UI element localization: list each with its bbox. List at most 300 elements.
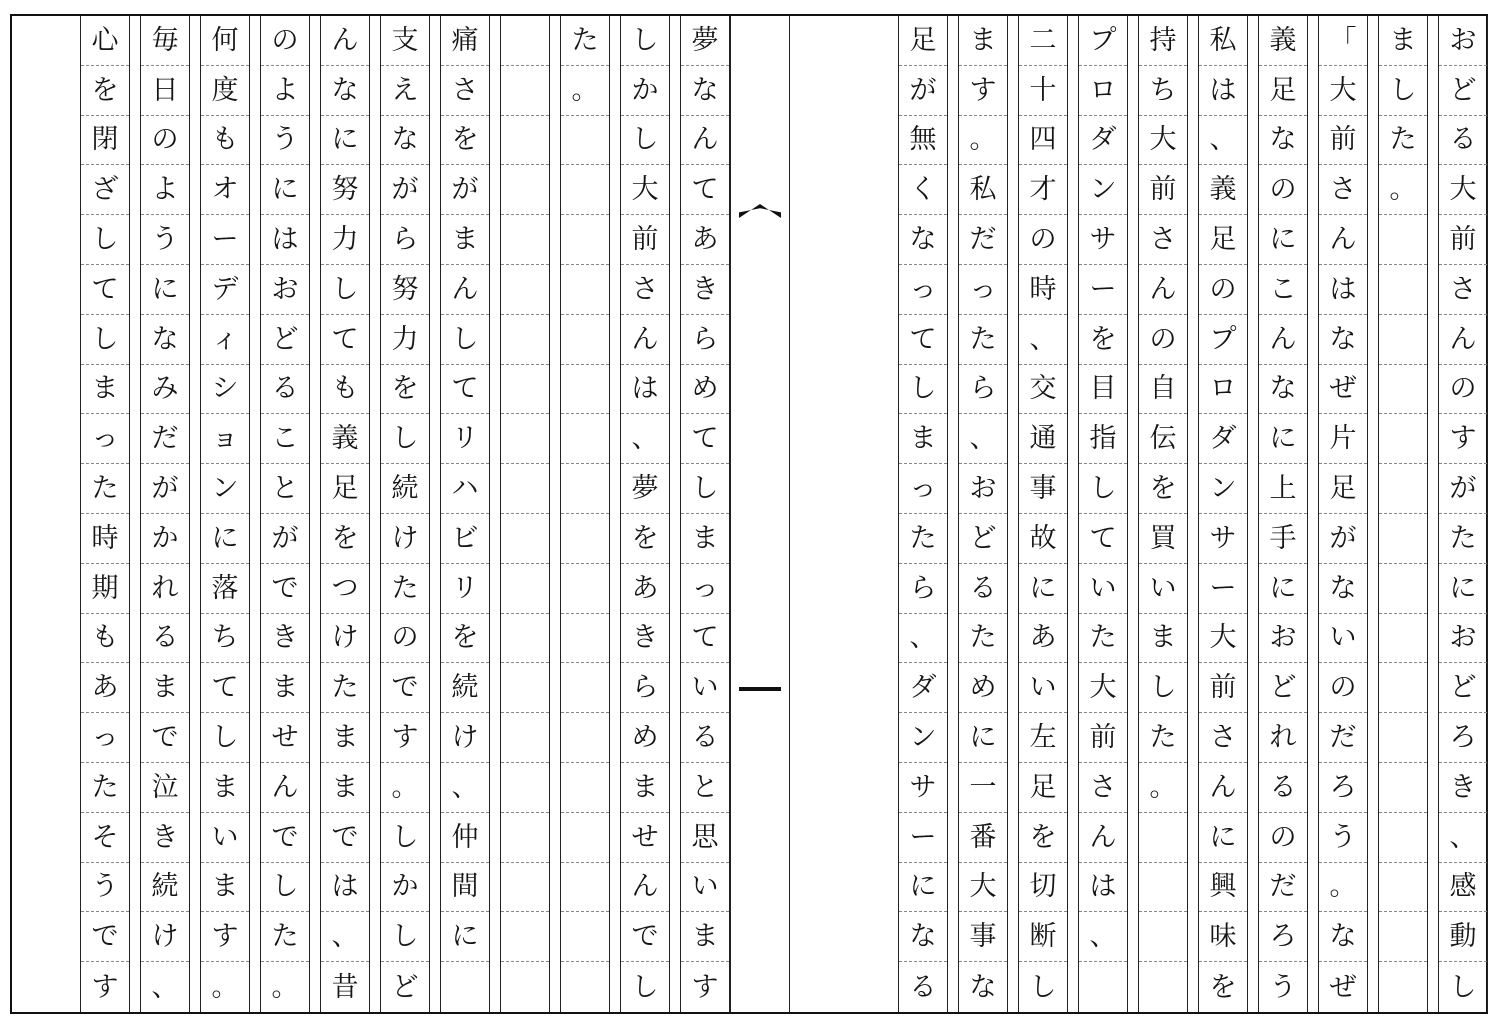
character-square: 足 [1319, 464, 1367, 514]
character-square: 動 [1439, 912, 1487, 962]
character-square [1379, 365, 1427, 415]
character-square: て [681, 165, 729, 215]
character-square [561, 912, 609, 962]
character-square: の [141, 116, 189, 166]
character-square: ョ [201, 414, 249, 464]
character-square: る [959, 564, 1007, 614]
character-square: 前 [1439, 215, 1487, 265]
character-square: た [321, 663, 369, 713]
manuscript-column [200, 16, 250, 1012]
character-square: し [1079, 464, 1127, 514]
character-square: た [1139, 713, 1187, 763]
character-square: ビ [441, 514, 489, 564]
character-square: オ [201, 165, 249, 215]
character-square: し [201, 713, 249, 763]
character-square: 大 [1079, 663, 1127, 713]
character-square: ま [681, 912, 729, 962]
character-square: し [621, 116, 669, 166]
character-square: お [1439, 614, 1487, 664]
character-square: す [1439, 414, 1487, 464]
character-square [501, 365, 549, 415]
character-square: ロ [1079, 66, 1127, 116]
character-square: き [681, 265, 729, 315]
character-square: の [1019, 215, 1067, 265]
character-square: ん [681, 116, 729, 166]
character-square: 義 [321, 414, 369, 464]
character-square: 努 [321, 165, 369, 215]
character-square: 片 [1319, 414, 1367, 464]
character-square [501, 116, 549, 166]
character-square [501, 414, 549, 464]
manuscript-column [260, 16, 310, 1012]
character-square: め [621, 713, 669, 763]
manuscript-sheet [10, 14, 1488, 1014]
character-square: ど [1259, 663, 1307, 713]
character-square: 「 [1319, 16, 1367, 66]
character-square: で [261, 564, 309, 614]
character-square: ダ [1199, 414, 1247, 464]
character-square: を [441, 116, 489, 166]
character-square [501, 265, 549, 315]
character-square: さ [621, 265, 669, 315]
character-square: 足 [1199, 215, 1247, 265]
character-square: ン [899, 713, 947, 763]
character-square: て [681, 414, 729, 464]
character-square: お [261, 265, 309, 315]
manuscript-column [1018, 16, 1068, 1012]
character-square: る [1439, 116, 1487, 166]
character-square: お [959, 464, 1007, 514]
character-square: プ [1199, 315, 1247, 365]
character-square: 続 [441, 663, 489, 713]
fold-mark-icon [739, 204, 781, 218]
character-square: な [899, 912, 947, 962]
character-square [561, 713, 609, 763]
character-square [1379, 863, 1427, 913]
character-square: の [1139, 315, 1187, 365]
character-square: 前 [1079, 713, 1127, 763]
character-square [561, 165, 609, 215]
character-square: 、 [1079, 912, 1127, 962]
character-square [501, 514, 549, 564]
character-square: だ [959, 215, 1007, 265]
character-square: ら [381, 215, 429, 265]
character-square: 、 [1199, 116, 1247, 166]
character-square: め [959, 663, 1007, 713]
character-square [1379, 763, 1427, 813]
character-square: す [91, 971, 119, 1003]
manuscript-column [1258, 16, 1308, 1012]
character-square: い [1139, 564, 1187, 614]
character-square: は [1199, 66, 1247, 116]
character-square: と [261, 464, 309, 514]
character-square: な [1259, 365, 1307, 415]
character-square: め [681, 365, 729, 415]
character-square: の [1439, 365, 1487, 415]
character-square: ー [899, 813, 947, 863]
character-square: 故 [1019, 514, 1067, 564]
character-square: さ [1199, 713, 1247, 763]
character-square: っ [81, 713, 129, 763]
character-square: し [381, 414, 429, 464]
character-square: さ [1319, 165, 1367, 215]
character-square: 交 [1019, 365, 1067, 415]
character-square [501, 16, 549, 66]
character-square [1379, 912, 1427, 962]
manuscript-column [1378, 16, 1428, 1012]
character-square: 義 [1199, 165, 1247, 215]
character-square: な [141, 315, 189, 365]
character-square: っ [959, 265, 1007, 315]
character-square: 。 [211, 971, 239, 1003]
character-square: ざ [81, 165, 129, 215]
character-square: 足 [1259, 66, 1307, 116]
character-square [1379, 713, 1427, 763]
character-square: し [81, 315, 129, 365]
character-square [1379, 514, 1427, 564]
character-square: を [621, 514, 669, 564]
character-square: す [959, 66, 1007, 116]
character-square: あ [621, 564, 669, 614]
character-square: あ [81, 663, 129, 713]
character-square: で [321, 813, 369, 863]
character-square: た [1079, 614, 1127, 664]
character-square [561, 863, 609, 913]
character-square: が [441, 165, 489, 215]
character-square: て [899, 315, 947, 365]
character-square: し [381, 912, 429, 962]
character-square: 、 [1019, 315, 1067, 365]
character-square: に [1199, 813, 1247, 863]
character-square: か [141, 514, 189, 564]
character-square: な [899, 215, 947, 265]
character-square: ん [1199, 763, 1247, 813]
character-square: 時 [81, 514, 129, 564]
character-square: 続 [141, 863, 189, 913]
character-square: 閉 [81, 116, 129, 166]
character-square: 味 [1199, 912, 1247, 962]
character-square: 。 [1139, 763, 1187, 813]
character-square: ろ [1319, 763, 1367, 813]
character-square: ン [1199, 464, 1247, 514]
character-square: に [1259, 215, 1307, 265]
character-square: 大 [1199, 614, 1247, 664]
character-square: 何 [201, 16, 249, 66]
character-square: せ [261, 713, 309, 763]
character-square: 落 [201, 564, 249, 614]
character-square: て [1079, 514, 1127, 564]
character-square: ま [201, 863, 249, 913]
character-square: る [261, 365, 309, 415]
character-square: 指 [1079, 414, 1127, 464]
character-square: だ [1319, 713, 1367, 763]
character-square: 伝 [1139, 414, 1187, 464]
character-square: が [899, 66, 947, 116]
character-square: を [1019, 813, 1067, 863]
character-square: 、 [899, 614, 947, 664]
character-square: ー [1079, 265, 1127, 315]
character-square: 支 [381, 16, 429, 66]
character-square [501, 763, 549, 813]
character-square: 断 [1019, 912, 1067, 962]
character-square: 無 [899, 116, 947, 166]
character-square: ど [1439, 663, 1487, 713]
character-square: て [201, 663, 249, 713]
character-square: ン [201, 464, 249, 514]
character-square [501, 713, 549, 763]
character-square: 目 [1079, 365, 1127, 415]
character-square [501, 614, 549, 664]
character-square: か [621, 66, 669, 116]
character-square: プ [1079, 16, 1127, 66]
character-square: 。 [561, 66, 609, 116]
character-square: は [321, 863, 369, 913]
character-square: サ [1199, 514, 1247, 564]
character-square [1079, 962, 1127, 1012]
character-square: な [1319, 315, 1367, 365]
character-square [1379, 215, 1427, 265]
character-square: し [681, 464, 729, 514]
character-square: さ [1439, 265, 1487, 315]
character-square: は [261, 215, 309, 265]
character-square: し [1029, 971, 1057, 1003]
character-square: い [201, 813, 249, 863]
character-square: え [381, 66, 429, 116]
character-square [501, 863, 549, 913]
character-square: た [959, 315, 1007, 365]
center-gutter [730, 16, 790, 1012]
character-square [561, 464, 609, 514]
right-page [790, 16, 1488, 1012]
center-line-mark [739, 687, 781, 691]
character-square: に [201, 514, 249, 564]
character-square: シ [201, 365, 249, 415]
character-square: リ [441, 564, 489, 614]
character-square: も [201, 116, 249, 166]
character-square: 四 [1019, 116, 1067, 166]
character-square: ま [81, 365, 129, 415]
character-square: ん [621, 315, 669, 365]
character-square: 義 [1259, 16, 1307, 66]
character-square: た [899, 514, 947, 564]
character-square: で [141, 713, 189, 763]
character-square: 上 [1259, 464, 1307, 514]
character-square [561, 564, 609, 614]
character-square: お [1439, 16, 1487, 66]
character-square: の [381, 614, 429, 664]
character-square: ら [621, 663, 669, 713]
character-square [501, 215, 549, 265]
character-square: た [81, 464, 129, 514]
character-square: 度 [201, 66, 249, 116]
character-square [561, 514, 609, 564]
character-square: な [1319, 912, 1367, 962]
character-square [1379, 962, 1427, 1012]
character-square [561, 215, 609, 265]
character-square: だ [141, 414, 189, 464]
character-square: ま [201, 763, 249, 813]
character-square: 思 [681, 813, 729, 863]
character-square: 足 [1019, 763, 1067, 813]
character-square: は [621, 365, 669, 415]
character-square: に [1439, 564, 1487, 614]
character-square: け [441, 713, 489, 763]
character-square: 才 [1019, 165, 1067, 215]
character-square: 左 [1019, 713, 1067, 763]
character-square [1379, 464, 1427, 514]
character-square: ろ [1439, 713, 1487, 763]
character-square: で [261, 813, 309, 863]
manuscript-column [620, 16, 670, 1012]
character-square [561, 614, 609, 664]
character-square: 大 [1439, 165, 1487, 215]
character-square: せ [621, 813, 669, 863]
character-square: ま [261, 663, 309, 713]
character-square [501, 464, 549, 514]
character-square: 痛 [441, 16, 489, 66]
character-square: い [1019, 663, 1067, 713]
character-square: 泣 [141, 763, 189, 813]
character-square: の [1259, 813, 1307, 863]
character-square [501, 315, 549, 365]
character-square: い [1079, 564, 1127, 614]
character-square: ち [1139, 66, 1187, 116]
character-square: る [141, 614, 189, 664]
character-square: 努 [381, 265, 429, 315]
character-square: 、 [151, 971, 179, 1003]
character-square [561, 116, 609, 166]
character-square: が [381, 165, 429, 215]
character-square: 大 [621, 165, 669, 215]
character-square: 、 [621, 414, 669, 464]
manuscript-column [1198, 16, 1248, 1012]
character-square: ん [1319, 215, 1367, 265]
character-square: 夢 [681, 16, 729, 66]
character-square: 十 [1019, 66, 1067, 116]
character-square: 昔 [331, 971, 359, 1003]
character-square: の [1319, 663, 1367, 713]
character-square: け [141, 912, 189, 962]
character-square: ロ [1199, 365, 1247, 415]
character-square: ま [321, 713, 369, 763]
character-square [501, 564, 549, 614]
character-square [1379, 614, 1427, 664]
character-square: き [621, 614, 669, 664]
character-square: が [261, 514, 309, 564]
character-square: 。 [1319, 863, 1367, 913]
character-square: で [381, 663, 429, 713]
character-square: あ [681, 215, 729, 265]
character-square: る [681, 713, 729, 763]
character-square: っ [81, 414, 129, 464]
manuscript-column [320, 16, 370, 1012]
character-square [501, 813, 549, 863]
character-square: 自 [1139, 365, 1187, 415]
character-square [1139, 813, 1187, 863]
character-square: 間 [441, 863, 489, 913]
character-square [1379, 265, 1427, 315]
character-square: ィ [201, 315, 249, 365]
character-square: 、 [441, 763, 489, 813]
manuscript-column [80, 16, 130, 1012]
character-square: な [321, 66, 369, 116]
character-square: た [1379, 116, 1427, 166]
character-square: ハ [441, 464, 489, 514]
character-square: さ [441, 66, 489, 116]
character-square: ん [1139, 265, 1187, 315]
character-square: お [1259, 614, 1307, 664]
character-square: 心 [81, 16, 129, 66]
character-square [1379, 663, 1427, 713]
character-square: サ [899, 763, 947, 813]
character-square: し [631, 971, 659, 1003]
character-square [1379, 813, 1427, 863]
character-square: に [261, 165, 309, 215]
character-square: ー [1199, 564, 1247, 614]
character-square [1139, 962, 1187, 1012]
character-square: で [81, 912, 129, 962]
character-square: デ [201, 265, 249, 315]
character-square: な [681, 66, 729, 116]
character-square: 興 [1199, 863, 1247, 913]
character-square [501, 165, 549, 215]
character-square: 持 [1139, 16, 1187, 66]
character-square: が [141, 464, 189, 514]
manuscript-column [140, 16, 190, 1012]
character-square: 通 [1019, 414, 1067, 464]
character-square: 私 [1199, 16, 1247, 66]
character-square: し [321, 265, 369, 315]
character-square: 事 [1019, 464, 1067, 514]
character-square: を [1079, 315, 1127, 365]
character-square: ぜ [1329, 971, 1357, 1003]
character-square: っ [899, 464, 947, 514]
character-square: も [321, 365, 369, 415]
character-square: し [81, 215, 129, 265]
character-square: 。 [959, 116, 1007, 166]
character-square: ま [441, 215, 489, 265]
character-square: 大 [959, 863, 1007, 913]
character-square: 買 [1139, 514, 1187, 564]
character-square: な [1259, 116, 1307, 166]
character-square: 大 [1319, 66, 1367, 116]
character-square [1379, 315, 1427, 365]
character-square: ダ [899, 663, 947, 713]
character-square: う [261, 116, 309, 166]
character-square: っ [899, 265, 947, 315]
character-square: う [1269, 971, 1297, 1003]
character-square: に [899, 863, 947, 913]
character-square: く [899, 165, 947, 215]
character-square: 番 [959, 813, 1007, 863]
character-square: ど [959, 514, 1007, 564]
character-square: 毎 [141, 16, 189, 66]
character-square: ン [1079, 165, 1127, 215]
character-square [1379, 564, 1427, 614]
character-square: れ [141, 564, 189, 614]
manuscript-column [958, 16, 1008, 1012]
character-square: 続 [381, 464, 429, 514]
character-square: よ [261, 66, 309, 116]
character-square: に [959, 713, 1007, 763]
character-square [501, 912, 549, 962]
character-square: ま [621, 763, 669, 813]
character-square: 事 [959, 912, 1007, 962]
character-square: し [261, 863, 309, 913]
character-square: そ [81, 813, 129, 863]
character-square: 。 [1379, 165, 1427, 215]
character-square: る [909, 971, 937, 1003]
